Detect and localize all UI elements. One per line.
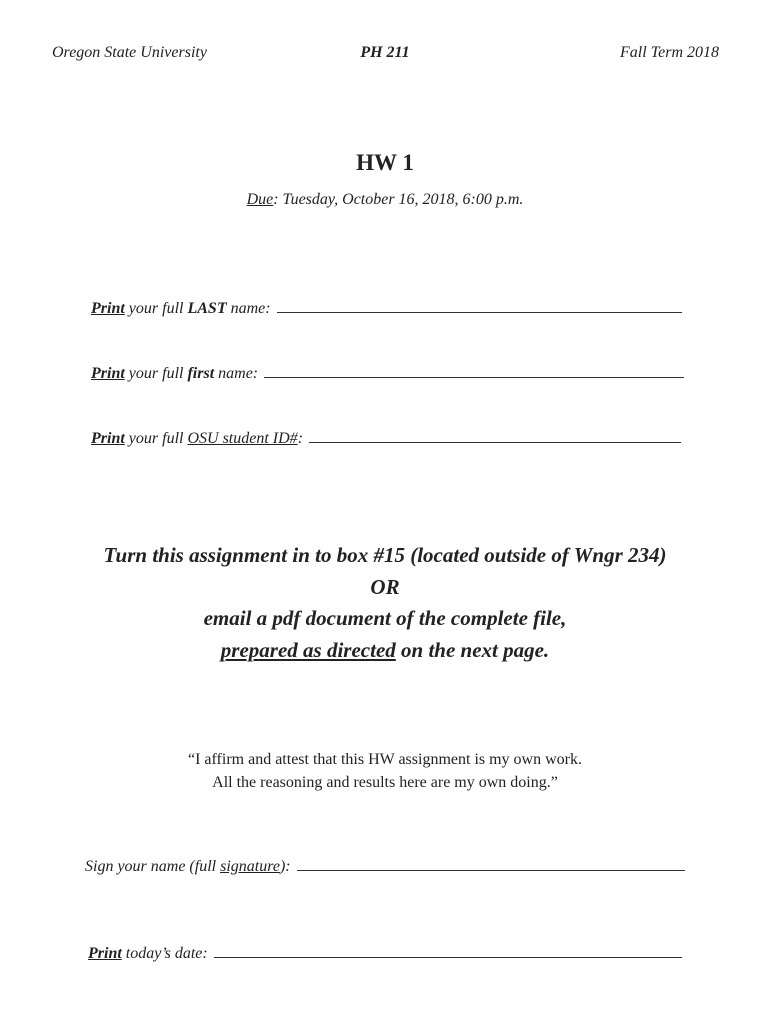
first-emphasis: first xyxy=(187,365,215,382)
label-text: : xyxy=(297,430,304,447)
print-emphasis: Print xyxy=(91,300,125,317)
last-name-field[interactable] xyxy=(91,294,682,318)
due-label: Due xyxy=(246,191,274,208)
signature-emphasis: signature xyxy=(220,858,280,875)
header-course: PH 211 xyxy=(360,44,410,61)
date-field[interactable] xyxy=(88,939,682,963)
first-name-field[interactable] xyxy=(91,359,684,383)
signature-field[interactable] xyxy=(85,852,685,876)
student-id-label xyxy=(91,430,303,448)
affirmation-line-1: “I affirm and attest that this HW assignment is my own work. xyxy=(187,751,582,768)
student-id-line[interactable] xyxy=(309,442,681,443)
label-text: name: xyxy=(226,300,271,317)
instructions-line-1: Turn this assignment in to box #15 (located outside of Wngr 234) xyxy=(103,543,667,567)
submission-instructions xyxy=(0,540,770,666)
signature-line[interactable] xyxy=(297,870,685,871)
instructions-line-2: OR xyxy=(370,574,400,599)
first-name-line[interactable] xyxy=(264,377,684,378)
signature-label xyxy=(85,858,291,876)
label-text: your full xyxy=(124,365,188,382)
label-text: your full xyxy=(124,430,188,447)
prepared-as-directed-link: prepared as directed xyxy=(220,637,396,662)
last-name-label xyxy=(91,300,271,318)
instructions-line-3: email a pdf document of the complete file, xyxy=(203,606,567,630)
label-text: ): xyxy=(279,858,291,875)
label-text: Sign your name (full xyxy=(85,858,221,875)
print-emphasis: Print xyxy=(91,365,125,382)
date-line[interactable] xyxy=(214,957,682,958)
date-label xyxy=(88,945,208,963)
last-emphasis: LAST xyxy=(187,300,227,317)
print-emphasis: Print xyxy=(88,945,122,962)
student-id-emphasis: OSU student ID# xyxy=(187,430,298,447)
affirmation-line-2: All the reasoning and results here are my own doing.” xyxy=(212,774,558,791)
affirmation-statement xyxy=(0,748,770,794)
instructions-line-4 xyxy=(0,635,770,667)
due-text: : Tuesday, October 16, 2018, 6:00 p.m. xyxy=(273,191,524,208)
print-emphasis: Print xyxy=(91,430,125,447)
page-title: HW 1 xyxy=(356,150,414,175)
label-text: name: xyxy=(214,365,259,382)
due-date xyxy=(0,191,770,209)
label-text: your full xyxy=(124,300,188,317)
first-name-label xyxy=(91,365,258,383)
header-term: Fall Term 2018 xyxy=(620,44,719,61)
last-name-line[interactable] xyxy=(277,312,682,313)
label-text: today’s date: xyxy=(121,945,208,962)
instructions-line-4-rest: on the next page. xyxy=(395,637,550,662)
header-institution: Oregon State University xyxy=(52,44,207,61)
student-id-field[interactable] xyxy=(91,424,681,448)
